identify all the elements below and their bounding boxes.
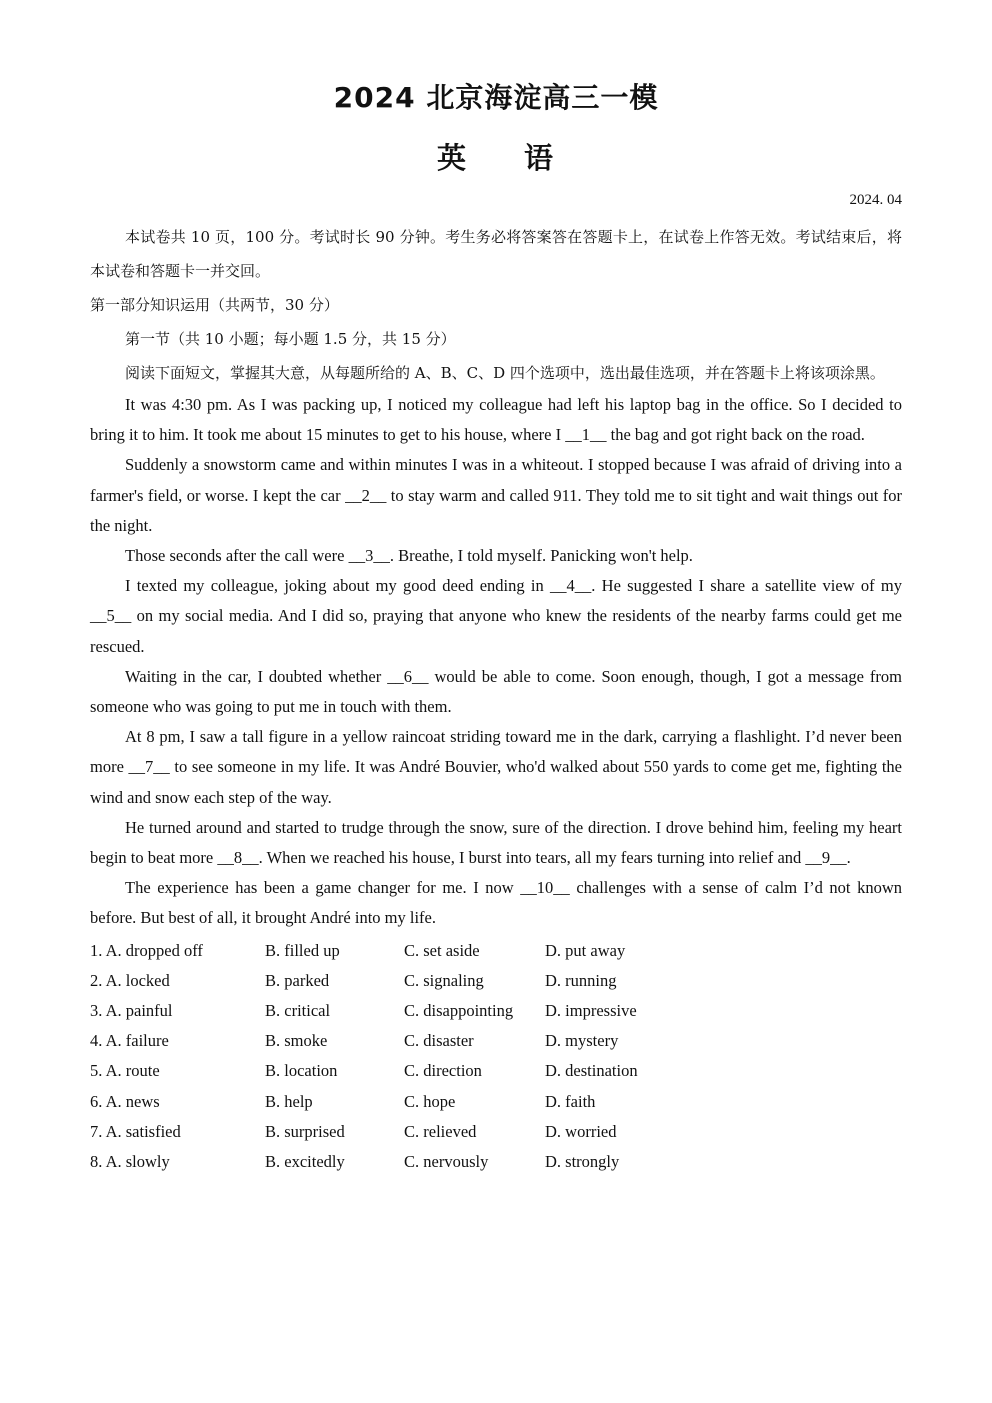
option-d: D. strongly (545, 1151, 620, 1171)
option-c: C. disaster (404, 1031, 474, 1051)
option-row (90, 966, 902, 996)
option-c: C. relieved (404, 1121, 477, 1141)
options-list (90, 936, 902, 1178)
option-row (90, 936, 902, 966)
passage-paragraph: At 8 pm, I saw a tall figure in a yellow raincoat striding toward me in the dark, carrying a flashlight. I’d never been more __7__ to see someone in my life. It was André Bouvier, who'd walked about 550 yards to come get me, fighting the wind and snow each step of the way. (90, 727, 902, 807)
option-b: B. location (265, 1061, 338, 1081)
document-body (90, 220, 902, 1177)
option-b: B. parked (265, 970, 330, 990)
exam-note: 本试卷共 10 页，100 分。考试时长 90 分钟。考生务必将答案答在答题卡上，在试卷上作答无效。考试结束后，将本试卷和答题卡一并交回。 (90, 228, 902, 280)
option-b: B. smoke (265, 1031, 328, 1051)
option-d: D. worried (545, 1121, 617, 1141)
option-row (90, 1087, 902, 1117)
option-a: 5. A. route (90, 1061, 160, 1081)
option-row (90, 1056, 902, 1086)
passage-paragraph: Those seconds after the call were __3__. Breathe, I told myself. Panicking won't help. (125, 546, 693, 566)
passage-paragraph: The experience has been a game changer for me. I now __10__ challenges with a sense of calm I’d not known before. But best of all, it brought André into my life. (90, 878, 902, 928)
option-d: D. put away (545, 940, 626, 960)
passage-paragraph: It was 4:30 pm. As I was packing up, I noticed my colleague had left his laptop bag in the office. So I decided to bring it to him. It took me about 15 minutes to get to his house, where I __1__ the bag and got right back on the road. (90, 395, 902, 445)
option-row (90, 996, 902, 1026)
option-a: 1. A. dropped off (90, 940, 203, 960)
page-title: 2024 北京海淀高三一模 (333, 81, 659, 114)
passage-paragraph: Suddenly a snowstorm came and within minutes I was in a whiteout. I stopped because I was afraid of driving into a farmer's field, or worse. I kept the car __2__ to stay warm and called 911. They told me to sit tight and wait things out for the night. (90, 455, 902, 535)
option-d: D. impressive (545, 1001, 637, 1021)
option-c: C. disappointing (404, 1001, 514, 1021)
passage-paragraph: He turned around and started to trudge through the snow, sure of the direction. I drove behind him, feeling my heart begin to beat more __8__. When we reached his house, I burst into tears, all my fears turning into relief and __9__. (90, 817, 902, 868)
option-a: 2. A. locked (90, 970, 170, 990)
option-b: B. filled up (265, 940, 340, 960)
option-b: B. excitedly (265, 1151, 345, 1171)
option-a: 8. A. slowly (90, 1151, 170, 1171)
passage-paragraph: Waiting in the car, I doubted whether __6__ would be able to come. Soon enough, though, I got a message from someone who was going to put me in touch with them. (90, 666, 902, 717)
option-d: D. faith (545, 1091, 596, 1111)
option-c: C. signaling (404, 970, 484, 990)
option-d: D. mystery (545, 1031, 619, 1051)
option-b: B. critical (265, 1001, 331, 1021)
option-a: 6. A. news (90, 1091, 160, 1111)
option-b: B. help (265, 1091, 313, 1111)
exam-date: 2024. 04 (849, 192, 902, 208)
option-row (90, 1117, 902, 1147)
option-b: B. surprised (265, 1121, 345, 1141)
option-a: 4. A. failure (90, 1031, 169, 1051)
option-c: C. direction (404, 1061, 482, 1081)
option-d: D. destination (545, 1061, 638, 1081)
option-c: C. hope (404, 1091, 456, 1111)
option-row (90, 1147, 902, 1177)
part-heading: 第一部分知识运用（共两节，30 分） (90, 296, 339, 314)
option-row (90, 1026, 902, 1056)
directions: 阅读下面短文，掌握其大意，从每题所给的 A、B、C、D 四个选项中，选出最佳选项，并在答题卡上将该项涂黑。 (125, 364, 885, 382)
option-c: C. set aside (404, 940, 480, 960)
option-a: 7. A. satisfied (90, 1121, 181, 1141)
passage-paragraph: I texted my colleague, joking about my good deed ending in __4__. He suggested I share a satellite view of my __5__ on my social media. And I did so, praying that anyone who knew the residents of the nearby farms could get me rescued. (90, 576, 902, 656)
option-a: 3. A. painful (90, 1001, 173, 1021)
option-d: D. running (545, 970, 617, 990)
option-c: C. nervously (404, 1151, 489, 1171)
subject-title: 英 语 (436, 141, 556, 175)
section-heading: 第一节（共 10 小题；每小题 1.5 分，共 15 分） (125, 330, 456, 348)
